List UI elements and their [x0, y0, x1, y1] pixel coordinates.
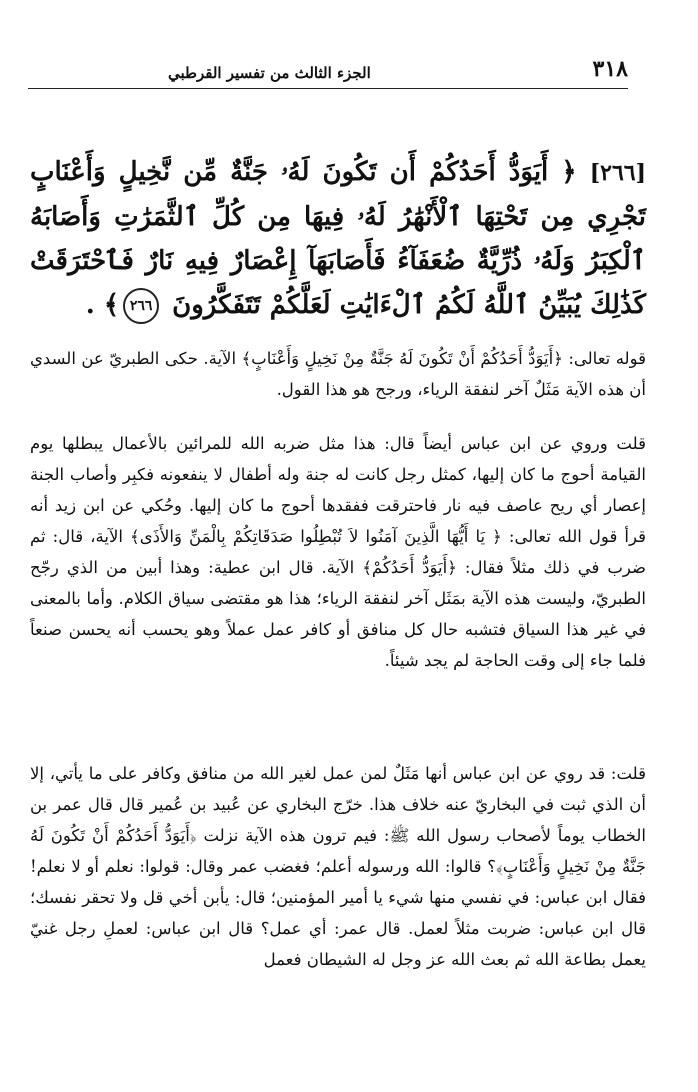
commentary-paragraph-3: قلت: قد روي عن ابن عباس أنها مَثَلٌ لمن عمل لغير الله من منافق وكافر على ما يأتي، إلا أن الذي ثبت في البخاريّ عنه خلاف هذا. خرّج البخاري عن عُبيد بن عُمير قال قال عمر بن الخطاب يوماً لأصحاب رسول الله ﷺ: فيم ترون هذه الآية نزلت ﴿أَيَوَدُّ أَحَدُكُمْ أَنْ تَكُونَ لَهُ جَنَّةٌ مِنْ نَخِيلٍ وَأَعْنَابٍ﴾؟ قالوا: الله ورسوله أعلم؛ فغضب عمر وقال: قولوا: نعلم أو لا نعلم! فقال ابن عباس: في نفسي منها شيء يا أمير المؤمنين؛ قال: يأبن أخي قل ولا تحقر نفسك؛ قال ابن عباس: ضربت مثلاً لعمل. قال عمر: أي عمل؟ قال ابن عباس: لعملِ رجل غنيّ يعمل بطاعة الله ثم بعث الله عز وجل له الشيطان فعمل: [30, 764, 646, 969]
ayah-end-marker: ٢٦٦: [123, 288, 159, 324]
commentary-paragraph-2: قلت وروي عن ابن عباس أيضاً قال: هذا مثل ضربه الله للمرائين بالأعمال يبطلها يوم القيامة أحوج ما كان إليها، كمثل رجل كانت له جنة وله أطفال لا ينفعونه فكبِر وأصاب الجنة إعصار أي ريح عاصف فيه نار فاحترقت ففقدها أحوج ما كان إليها. وحُكي عن ابن زيد أنه قرأ قول الله تعالى: ﴿ يَا أَيُّهَا الَّذِينَ آمَنُوا لاَ تُبْطِلُوا صَدَقَاتِكُمْ بِالْمَنِّ وَالأَذَى﴾ الآية، قال: ثم ضرب في ذلك مثلاً فقال: ﴿أَيَوَدُّ أَحَدُكُمْ﴾ الآية. قال ابن عطية: وهذا أبين من الذي رجّح الطبريّ، وليست هذه الآية بمَثَل آخر لنفقة الرياء؛ هذا هو مقتضى سياق الكلام. وأما بالمعنى في غير هذا السياق فتشبه حال كل منافق أو كافر عمل عملاً وهو يحسب أنه يحسن صنعاً فلما جاء إلى وقت الحاجة لم يجد شيئاً.: [30, 434, 646, 670]
verse-text: ﴿ أَيَوَدُّ أَحَدُكُمْ أَن تَكُونَ لَهُۥ جَنَّةٌ مِّن نَّخِيلٍ وَأَعْنَابٍ تَجْرِي مِن تَحْتِهَا ٱلْأَنْهَٰرُ لَهُۥ فِيهَا مِن كُلِّ ٱلثَّمَرَٰتِ وَأَصَابَهُ ٱلْكِبَرُ وَلَهُۥ ذُرِّيَّةٌ ضُعَفَآءُ فَأَصَابَهَآ إِعْصَارٌ فِيهِ نَارٌ فَٱحْتَرَقَتْ كَذَٰلِكَ يُبَيِّنُ ٱللَّهُ لَكُمُ ٱلْءَايَٰتِ لَعَلَّكُمْ تَتَفَكَّرُونَ: [30, 157, 646, 320]
verse-closing: ﴾ .: [85, 290, 120, 320]
running-title: الجزء الثالث من تفسير القرطبي: [168, 64, 371, 82]
quran-verse: [30, 150, 646, 327]
verse-number: [٢٦٦]: [589, 160, 646, 186]
commentary-paragraph-1: قوله تعالى: ﴿أَيَوَدُّ أَحَدُكُمْ أَنْ تَكُونَ لَهُ جَنَّةٌ مِنْ نَخِيلٍ وَأَعْنَابٍ﴾ الآية. حكى الطبريّ عن السدي أن هذه الآية مَثَلٌ آخر لنفقة الرياء، ورجح هو هذا القول.: [30, 349, 646, 399]
page-number: ٣١٨: [592, 56, 628, 82]
page-header: [28, 42, 628, 89]
